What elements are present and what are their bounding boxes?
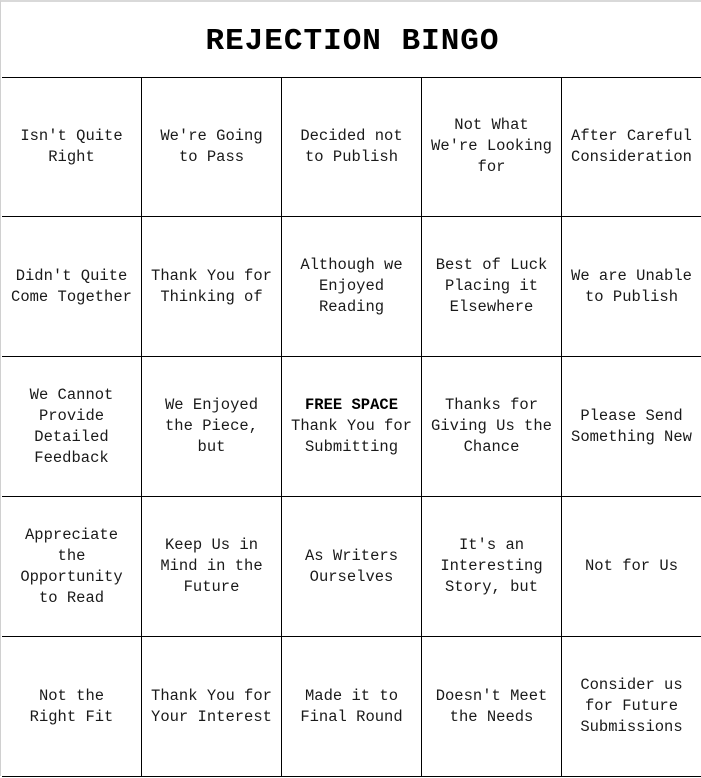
bingo-cell[interactable] bbox=[562, 77, 701, 217]
bingo-cell-text-line: Keep Us in bbox=[164, 536, 258, 554]
bingo-cell[interactable] bbox=[422, 637, 562, 777]
bingo-cell-text-line: Come Together bbox=[11, 287, 132, 306]
bingo-cell-text-line: Thanks for bbox=[444, 396, 538, 414]
bingo-cell-text-line: Appreciate bbox=[24, 525, 118, 544]
bingo-cell-text-line: Please Send bbox=[580, 406, 683, 425]
bingo-cell-text-line: Although we bbox=[300, 256, 403, 274]
bingo-cell-text-line: Best of Luck bbox=[435, 256, 548, 274]
bingo-cell[interactable] bbox=[422, 357, 562, 497]
bingo-cell-text-line: Mind in the bbox=[160, 557, 263, 575]
bingo-cell-text-line: Your Interest bbox=[151, 707, 272, 726]
bingo-cell-text-line: Submitting bbox=[304, 438, 398, 456]
bingo-cell-text-line: Thank You for bbox=[151, 686, 272, 705]
bingo-cell-text-line: Something New bbox=[571, 427, 692, 446]
bingo-cell-text-line: Elsewhere bbox=[449, 298, 534, 316]
bingo-cell-text-line: Decided not bbox=[300, 126, 403, 145]
bingo-cell-text-line: to Publish bbox=[304, 147, 398, 166]
bingo-cell-text-line: We Enjoyed bbox=[164, 396, 258, 414]
bingo-cell-text-line: for Future bbox=[584, 697, 678, 715]
bingo-cell-text-line: Not for Us bbox=[584, 557, 678, 575]
bingo-cell-text-line: After Careful bbox=[571, 126, 692, 145]
bingo-cell[interactable] bbox=[562, 497, 701, 637]
bingo-cell-text-line: to Publish bbox=[584, 287, 678, 306]
bingo-cell[interactable] bbox=[2, 77, 142, 217]
bingo-cell-text-line: Feedback bbox=[34, 448, 109, 467]
title-row bbox=[2, 3, 701, 78]
bingo-cell[interactable] bbox=[562, 637, 701, 777]
bingo-sheet bbox=[2, 3, 701, 778]
bingo-cell-text-line: Not the bbox=[38, 686, 105, 705]
bingo-cell-text-line: for bbox=[477, 158, 506, 176]
bingo-cell-text-line: We're Looking bbox=[431, 137, 552, 155]
bingo-cell-text-line: Enjoyed bbox=[318, 277, 385, 295]
bingo-cell[interactable] bbox=[562, 217, 701, 357]
bingo-cell-text-line: to Read bbox=[38, 588, 105, 607]
bingo-cell-text-line: Thank You for bbox=[151, 266, 272, 285]
bingo-cell-text-line: Made it to bbox=[304, 686, 398, 705]
bingo-cell-text-line: Interesting bbox=[440, 557, 543, 575]
bingo-grid bbox=[2, 77, 701, 778]
bingo-cell[interactable] bbox=[142, 357, 282, 497]
bingo-cell-text-line: Not What bbox=[454, 116, 529, 134]
bingo-cell-text-line: Thank You for bbox=[291, 417, 412, 435]
bingo-cell-text-line: the bbox=[57, 546, 86, 565]
bingo-cell-text-line: Giving Us the bbox=[431, 417, 552, 435]
bingo-cell-text-line: Future bbox=[183, 578, 240, 596]
bingo-cell[interactable] bbox=[282, 77, 422, 217]
bingo-cell-text-line: We Cannot bbox=[29, 385, 114, 404]
bingo-cell-text-line: the Needs bbox=[449, 707, 534, 726]
bingo-cell-text-line: Submissions bbox=[580, 718, 683, 736]
bingo-title: REJECTION BINGO bbox=[205, 23, 500, 59]
bingo-cell-text-line: We are Unable bbox=[571, 266, 692, 285]
bingo-cell-text-line: but bbox=[197, 438, 226, 456]
bingo-cell-text-line: Final Round bbox=[300, 707, 403, 726]
bingo-cell[interactable] bbox=[142, 77, 282, 217]
bingo-cell-text-line: the Piece, bbox=[164, 417, 258, 435]
bingo-cell-text-line: Story, but bbox=[444, 578, 538, 596]
bingo-cell-text-line: Right bbox=[48, 147, 95, 166]
bingo-cell[interactable] bbox=[2, 217, 142, 357]
bingo-cell[interactable] bbox=[142, 637, 282, 777]
bingo-cell[interactable] bbox=[142, 497, 282, 637]
bingo-cell-text-line: Opportunity bbox=[20, 567, 123, 586]
bingo-cell-text-line: It's an bbox=[458, 536, 525, 554]
bingo-cell[interactable] bbox=[422, 497, 562, 637]
bingo-cell-text-line: Right Fit bbox=[29, 707, 114, 726]
bingo-cell-text-line: Detailed bbox=[34, 427, 109, 446]
bingo-cell-text-line: Didn't Quite bbox=[15, 266, 128, 285]
bingo-cell[interactable] bbox=[2, 637, 142, 777]
bingo-cell-free-space[interactable] bbox=[282, 357, 422, 497]
bingo-cell-text-line: Isn't Quite bbox=[20, 126, 123, 145]
bingo-cell-text-line: Consideration bbox=[571, 147, 692, 166]
free-space-label: FREE SPACE bbox=[304, 396, 398, 414]
bingo-cell[interactable] bbox=[142, 217, 282, 357]
bingo-cell-text-line: Consider us bbox=[580, 676, 683, 694]
bingo-cell[interactable] bbox=[422, 217, 562, 357]
bingo-cell-text-line: Placing it bbox=[444, 277, 538, 295]
bingo-cell-text-line: Doesn't Meet bbox=[435, 686, 548, 705]
bingo-cell[interactable] bbox=[2, 497, 142, 637]
bingo-cell[interactable] bbox=[562, 357, 701, 497]
bingo-cell[interactable] bbox=[282, 217, 422, 357]
bingo-cell[interactable] bbox=[282, 637, 422, 777]
bingo-cell-text-line: Chance bbox=[463, 438, 520, 456]
bingo-cell[interactable] bbox=[282, 497, 422, 637]
bingo-cell[interactable] bbox=[422, 77, 562, 217]
bingo-cell-text-line: As Writers bbox=[304, 546, 398, 565]
bingo-cell-text-line: Thinking of bbox=[160, 287, 263, 306]
bingo-cell-text-line: to Pass bbox=[178, 147, 245, 166]
bingo-cell-text-line: Provide bbox=[38, 406, 105, 425]
bingo-cell-text-line: Reading bbox=[318, 298, 385, 316]
bingo-cell[interactable] bbox=[2, 357, 142, 497]
bingo-cell-text-line: We're Going bbox=[160, 126, 263, 145]
bingo-cell-text-line: Ourselves bbox=[309, 567, 394, 586]
